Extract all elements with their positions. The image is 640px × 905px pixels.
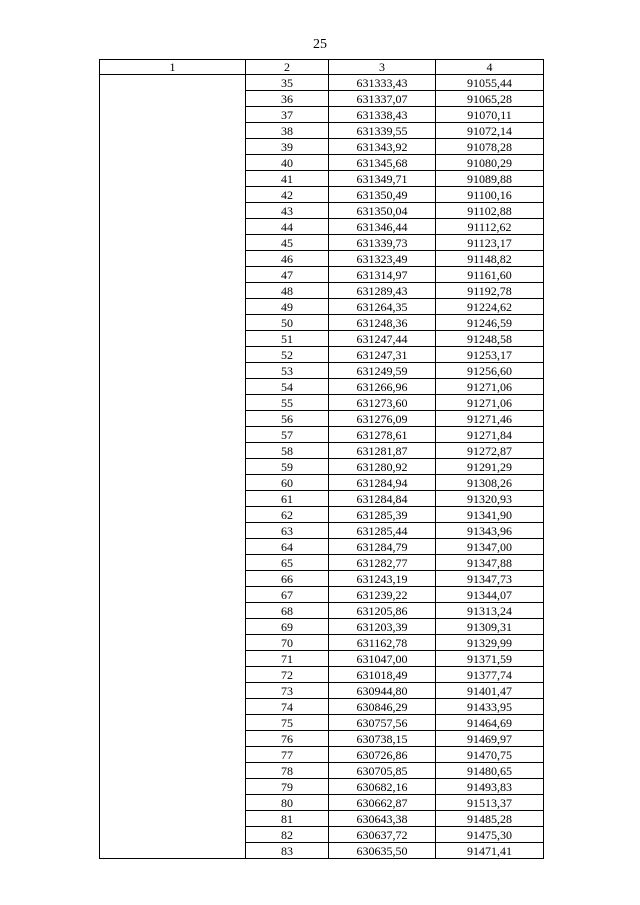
y-coordinate-cell: 91347,00 <box>436 539 544 555</box>
point-number-cell: 50 <box>246 315 329 331</box>
point-number-cell: 56 <box>246 411 329 427</box>
point-number-cell: 58 <box>246 443 329 459</box>
point-number-cell: 35 <box>246 75 329 91</box>
point-number-cell: 47 <box>246 267 329 283</box>
y-coordinate-cell: 91433,95 <box>436 699 544 715</box>
y-coordinate-cell: 91192,78 <box>436 283 544 299</box>
header-col-1: 1 <box>100 60 246 75</box>
y-coordinate-cell: 91401,47 <box>436 683 544 699</box>
point-number-cell: 69 <box>246 619 329 635</box>
point-number-cell: 67 <box>246 587 329 603</box>
y-coordinate-cell: 91291,29 <box>436 459 544 475</box>
x-coordinate-cell: 631278,61 <box>329 427 436 443</box>
table-header <box>100 60 544 75</box>
y-coordinate-cell: 91309,31 <box>436 619 544 635</box>
x-coordinate-cell: 631247,44 <box>329 331 436 347</box>
y-coordinate-cell: 91271,46 <box>436 411 544 427</box>
y-coordinate-cell: 91485,28 <box>436 811 544 827</box>
point-number-cell: 43 <box>246 203 329 219</box>
x-coordinate-cell: 631339,55 <box>329 123 436 139</box>
x-coordinate-cell: 631281,87 <box>329 443 436 459</box>
x-coordinate-cell: 631162,78 <box>329 635 436 651</box>
point-number-cell: 63 <box>246 523 329 539</box>
x-coordinate-cell: 630682,16 <box>329 779 436 795</box>
point-number-cell: 57 <box>246 427 329 443</box>
x-coordinate-cell: 631247,31 <box>329 347 436 363</box>
x-coordinate-cell: 631289,43 <box>329 283 436 299</box>
point-number-cell: 53 <box>246 363 329 379</box>
point-number-cell: 39 <box>246 139 329 155</box>
y-coordinate-cell: 91347,88 <box>436 555 544 571</box>
point-number-cell: 40 <box>246 155 329 171</box>
y-coordinate-cell: 91055,44 <box>436 75 544 91</box>
x-coordinate-cell: 631018,49 <box>329 667 436 683</box>
x-coordinate-cell: 631284,94 <box>329 475 436 491</box>
y-coordinate-cell: 91341,90 <box>436 507 544 523</box>
x-coordinate-cell: 631266,96 <box>329 379 436 395</box>
x-coordinate-cell: 631248,36 <box>329 315 436 331</box>
y-coordinate-cell: 91271,06 <box>436 379 544 395</box>
y-coordinate-cell: 91070,11 <box>436 107 544 123</box>
point-number-cell: 68 <box>246 603 329 619</box>
y-coordinate-cell: 91493,83 <box>436 779 544 795</box>
y-coordinate-cell: 91246,59 <box>436 315 544 331</box>
table-body <box>100 75 544 859</box>
x-coordinate-cell: 631339,73 <box>329 235 436 251</box>
y-coordinate-cell: 91377,74 <box>436 667 544 683</box>
y-coordinate-cell: 91224,62 <box>436 299 544 315</box>
x-coordinate-cell: 630637,72 <box>329 827 436 843</box>
x-coordinate-cell: 631249,59 <box>329 363 436 379</box>
x-coordinate-cell: 631047,00 <box>329 651 436 667</box>
point-number-cell: 71 <box>246 651 329 667</box>
header-col-3: 3 <box>329 60 436 75</box>
point-number-cell: 61 <box>246 491 329 507</box>
y-coordinate-cell: 91271,84 <box>436 427 544 443</box>
y-coordinate-cell: 91102,88 <box>436 203 544 219</box>
x-coordinate-cell: 630757,56 <box>329 715 436 731</box>
x-coordinate-cell: 630726,86 <box>329 747 436 763</box>
y-coordinate-cell: 91253,17 <box>436 347 544 363</box>
point-number-cell: 81 <box>246 811 329 827</box>
x-coordinate-cell: 631284,84 <box>329 491 436 507</box>
y-coordinate-cell: 91078,28 <box>436 139 544 155</box>
x-coordinate-cell: 630944,80 <box>329 683 436 699</box>
point-number-cell: 41 <box>246 171 329 187</box>
point-number-cell: 42 <box>246 187 329 203</box>
point-number-cell: 38 <box>246 123 329 139</box>
x-coordinate-cell: 631314,97 <box>329 267 436 283</box>
y-coordinate-cell: 91308,26 <box>436 475 544 491</box>
x-coordinate-cell: 631273,60 <box>329 395 436 411</box>
point-number-cell: 74 <box>246 699 329 715</box>
y-coordinate-cell: 91072,14 <box>436 123 544 139</box>
y-coordinate-cell: 91112,62 <box>436 219 544 235</box>
point-number-cell: 65 <box>246 555 329 571</box>
page-number: 25 <box>313 37 327 52</box>
y-coordinate-cell: 91248,58 <box>436 331 544 347</box>
table-row <box>100 75 544 91</box>
y-coordinate-cell: 91271,06 <box>436 395 544 411</box>
point-number-cell: 37 <box>246 107 329 123</box>
x-coordinate-cell: 631338,43 <box>329 107 436 123</box>
y-coordinate-cell: 91371,59 <box>436 651 544 667</box>
point-number-cell: 51 <box>246 331 329 347</box>
y-coordinate-cell: 91471,41 <box>436 843 544 859</box>
point-number-cell: 72 <box>246 667 329 683</box>
y-coordinate-cell: 91089,88 <box>436 171 544 187</box>
point-number-cell: 59 <box>246 459 329 475</box>
x-coordinate-cell: 631346,44 <box>329 219 436 235</box>
point-number-cell: 48 <box>246 283 329 299</box>
header-col-2: 2 <box>246 60 329 75</box>
point-number-cell: 78 <box>246 763 329 779</box>
point-number-cell: 77 <box>246 747 329 763</box>
y-coordinate-cell: 91272,87 <box>436 443 544 459</box>
x-coordinate-cell: 630738,15 <box>329 731 436 747</box>
x-coordinate-cell: 630635,50 <box>329 843 436 859</box>
coordinates-table <box>99 59 544 859</box>
x-coordinate-cell: 631345,68 <box>329 155 436 171</box>
point-number-cell: 62 <box>246 507 329 523</box>
point-number-cell: 79 <box>246 779 329 795</box>
point-number-cell: 49 <box>246 299 329 315</box>
y-coordinate-cell: 91464,69 <box>436 715 544 731</box>
x-coordinate-cell: 631285,39 <box>329 507 436 523</box>
y-coordinate-cell: 91343,96 <box>436 523 544 539</box>
x-coordinate-cell: 631323,49 <box>329 251 436 267</box>
x-coordinate-cell: 631243,19 <box>329 571 436 587</box>
x-coordinate-cell: 631350,49 <box>329 187 436 203</box>
point-number-cell: 52 <box>246 347 329 363</box>
y-coordinate-cell: 91469,97 <box>436 731 544 747</box>
y-coordinate-cell: 91329,99 <box>436 635 544 651</box>
x-coordinate-cell: 631349,71 <box>329 171 436 187</box>
y-coordinate-cell: 91123,17 <box>436 235 544 251</box>
x-coordinate-cell: 631264,35 <box>329 299 436 315</box>
col-1-merged-cell <box>100 75 246 859</box>
x-coordinate-cell: 631239,22 <box>329 587 436 603</box>
x-coordinate-cell: 630643,38 <box>329 811 436 827</box>
header-col-4: 4 <box>436 60 544 75</box>
point-number-cell: 54 <box>246 379 329 395</box>
y-coordinate-cell: 91344,07 <box>436 587 544 603</box>
header-row <box>100 60 544 75</box>
y-coordinate-cell: 91148,82 <box>436 251 544 267</box>
point-number-cell: 64 <box>246 539 329 555</box>
point-number-cell: 76 <box>246 731 329 747</box>
x-coordinate-cell: 630705,85 <box>329 763 436 779</box>
y-coordinate-cell: 91480,65 <box>436 763 544 779</box>
x-coordinate-cell: 630662,87 <box>329 795 436 811</box>
x-coordinate-cell: 630846,29 <box>329 699 436 715</box>
x-coordinate-cell: 631203,39 <box>329 619 436 635</box>
point-number-cell: 55 <box>246 395 329 411</box>
point-number-cell: 82 <box>246 827 329 843</box>
x-coordinate-cell: 631333,43 <box>329 75 436 91</box>
y-coordinate-cell: 91347,73 <box>436 571 544 587</box>
x-coordinate-cell: 631205,86 <box>329 603 436 619</box>
y-coordinate-cell: 91161,60 <box>436 267 544 283</box>
point-number-cell: 66 <box>246 571 329 587</box>
point-number-cell: 70 <box>246 635 329 651</box>
x-coordinate-cell: 631280,92 <box>329 459 436 475</box>
y-coordinate-cell: 91256,60 <box>436 363 544 379</box>
y-coordinate-cell: 91100,16 <box>436 187 544 203</box>
point-number-cell: 75 <box>246 715 329 731</box>
x-coordinate-cell: 631337,07 <box>329 91 436 107</box>
point-number-cell: 45 <box>246 235 329 251</box>
x-coordinate-cell: 631285,44 <box>329 523 436 539</box>
point-number-cell: 80 <box>246 795 329 811</box>
x-coordinate-cell: 631343,92 <box>329 139 436 155</box>
y-coordinate-cell: 91080,29 <box>436 155 544 171</box>
y-coordinate-cell: 91513,37 <box>436 795 544 811</box>
point-number-cell: 44 <box>246 219 329 235</box>
y-coordinate-cell: 91313,24 <box>436 603 544 619</box>
x-coordinate-cell: 631350,04 <box>329 203 436 219</box>
y-coordinate-cell: 91470,75 <box>436 747 544 763</box>
x-coordinate-cell: 631284,79 <box>329 539 436 555</box>
point-number-cell: 46 <box>246 251 329 267</box>
point-number-cell: 60 <box>246 475 329 491</box>
point-number-cell: 83 <box>246 843 329 859</box>
y-coordinate-cell: 91065,28 <box>436 91 544 107</box>
x-coordinate-cell: 631282,77 <box>329 555 436 571</box>
x-coordinate-cell: 631276,09 <box>329 411 436 427</box>
y-coordinate-cell: 91320,93 <box>436 491 544 507</box>
y-coordinate-cell: 91475,30 <box>436 827 544 843</box>
point-number-cell: 36 <box>246 91 329 107</box>
point-number-cell: 73 <box>246 683 329 699</box>
